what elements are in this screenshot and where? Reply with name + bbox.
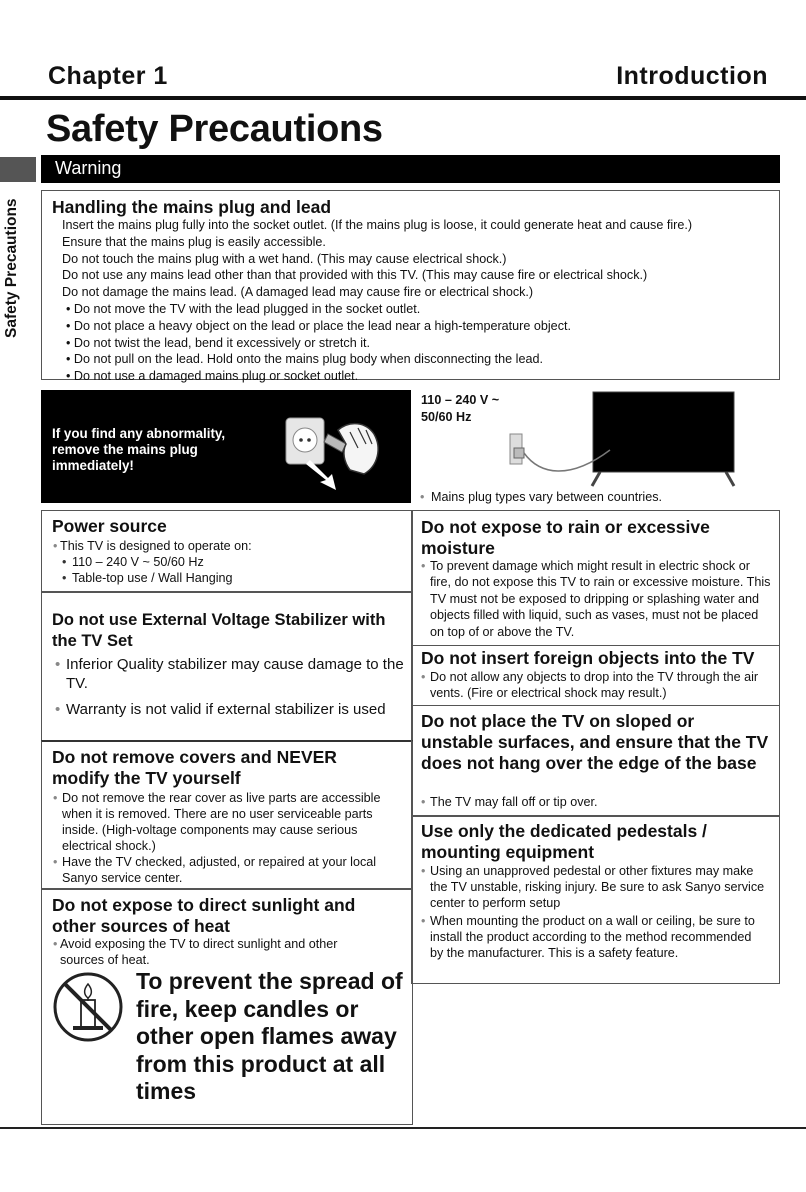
sunlight-heading: Do not expose to direct sunlight and other sources of heat	[52, 895, 356, 936]
unplug-hand-icon	[246, 408, 396, 498]
covers-section	[41, 740, 413, 889]
frequency: 50/60 Hz	[421, 410, 472, 424]
open-flame-warning: To prevent the spread of fire, keep candles or other open flames away from this product at all times	[136, 968, 403, 1104]
mains-line: • Do not place a heavy object on the lead or place the lead near a high-temperature object.	[66, 318, 571, 333]
power-heading: Power source	[52, 516, 167, 536]
power-source-section	[41, 510, 413, 592]
pedestal-section	[411, 816, 780, 984]
covers-heading: Do not remove covers and NEVER modify the TV yourself	[52, 747, 337, 788]
abnormality-text: If you find any abnormality, remove the mains plug immediately!	[52, 426, 226, 473]
mains-line: Do not use any mains lead other than that provided with this TV. (This may cause fire or electrical shock.)	[62, 268, 648, 283]
rain-section	[411, 510, 780, 646]
mains-line: Do not touch the mains plug with a wet hand. (This may cause electrical shock.)	[62, 251, 507, 266]
power-item: • Table-top use / Wall Hanging	[60, 570, 400, 586]
warning-label: Warning	[55, 158, 122, 178]
footer-divider	[0, 1127, 806, 1129]
mains-plug-section	[41, 190, 780, 384]
stabilizer-item: • Warranty is not valid if external stabilizer is used	[52, 700, 407, 719]
side-tab-label: Safety Precautions	[3, 198, 20, 338]
page-title: Safety Precautions	[46, 108, 383, 150]
warning-bar	[41, 155, 780, 183]
plug-types-note: • Mains plug types vary between countries.	[417, 489, 806, 505]
covers-item: • Do not remove the rear cover as live parts are accessible when it is removed. There are no user serviceable parts inside. (High-voltage components may cause serious electrical shock.)	[50, 790, 395, 854]
header-divider	[0, 96, 806, 100]
pedestal-item: • When mounting the product on a wall or ceiling, be sure to install the product according to the method recommended by the manufacturer. This is a safety feature.	[418, 913, 768, 961]
section-label: Introduction	[616, 62, 768, 90]
side-tab-marker	[0, 157, 36, 182]
rain-item: • To prevent damage which might result in electric shock or fire, do not expose this TV to rain or excessive moisture. This TV must not be exposed to dripping or splashing water and objects filled with liquid, such as vases, must not be placed on top of or above the TV.	[418, 558, 773, 640]
foreign-heading: Do not insert foreign objects into the TV	[421, 648, 755, 668]
sunlight-section	[41, 889, 413, 1125]
sloped-heading: Do not place the TV on sloped or unstable surfaces, and ensure that the TV does not hang over the edge of the base	[421, 711, 769, 773]
abnormality-banner	[41, 390, 411, 503]
covers-item: • Have the TV checked, adjusted, or repaired at your local Sanyo service center.	[50, 854, 395, 886]
mains-line: Ensure that the mains plug is easily accessible.	[62, 234, 326, 249]
voltage-spec	[421, 392, 499, 426]
sunlight-item: • Avoid exposing the TV to direct sunlight and other sources of heat.	[50, 936, 370, 968]
sloped-surface-section	[411, 706, 780, 816]
mains-line: • Do not pull on the lead. Hold onto the mains plug body when disconnecting the lead.	[66, 352, 543, 367]
pedestal-heading: Use only the dedicated pedestals / mounting equipment	[421, 821, 707, 862]
tv-plug-illustration	[500, 390, 745, 490]
rain-heading: Do not expose to rain or excessive moisture	[421, 517, 710, 558]
stabilizer-item: • Inferior Quality stabilizer may cause damage to the TV.	[52, 655, 407, 693]
pedestal-item: • Using an unapproved pedestal or other fixtures may make the TV unstable, risking injury. Be sure to ask Sanyo service center to perform setup	[418, 863, 768, 911]
mains-line: Do not damage the mains lead. (A damaged lead may cause fire or electrical shock.)	[62, 285, 534, 300]
mains-line: • Do not twist the lead, bend it excessively or stretch it.	[66, 335, 370, 350]
sloped-item: • The TV may fall off or tip over.	[418, 794, 763, 810]
foreign-objects-section	[411, 646, 780, 706]
chapter-label: Chapter 1	[48, 62, 168, 90]
no-candle-icon	[51, 970, 125, 1044]
stabilizer-section	[41, 592, 413, 740]
power-item: • 110 – 240 V ~ 50/60 Hz	[60, 554, 400, 570]
power-intro: • This TV is designed to operate on:	[50, 538, 400, 554]
mains-line: • Do not move the TV with the lead plugged in the socket outlet.	[66, 301, 421, 316]
stabilizer-heading: Do not use External Voltage Stabilizer with the TV Set	[52, 611, 386, 650]
mains-line: Insert the mains plug fully into the socket outlet. (If the mains plug is loose, it could generate heat and cause fire.)	[62, 218, 693, 232]
mains-heading: Handling the mains plug and lead	[52, 197, 332, 217]
voltage-range: 110 – 240 V ~	[421, 393, 500, 407]
foreign-item: • Do not allow any objects to drop into the TV through the air vents. (Fire or electrical shock may result.)	[418, 669, 763, 701]
mains-line: • Do not use a damaged mains plug or socket outlet.	[66, 369, 359, 384]
